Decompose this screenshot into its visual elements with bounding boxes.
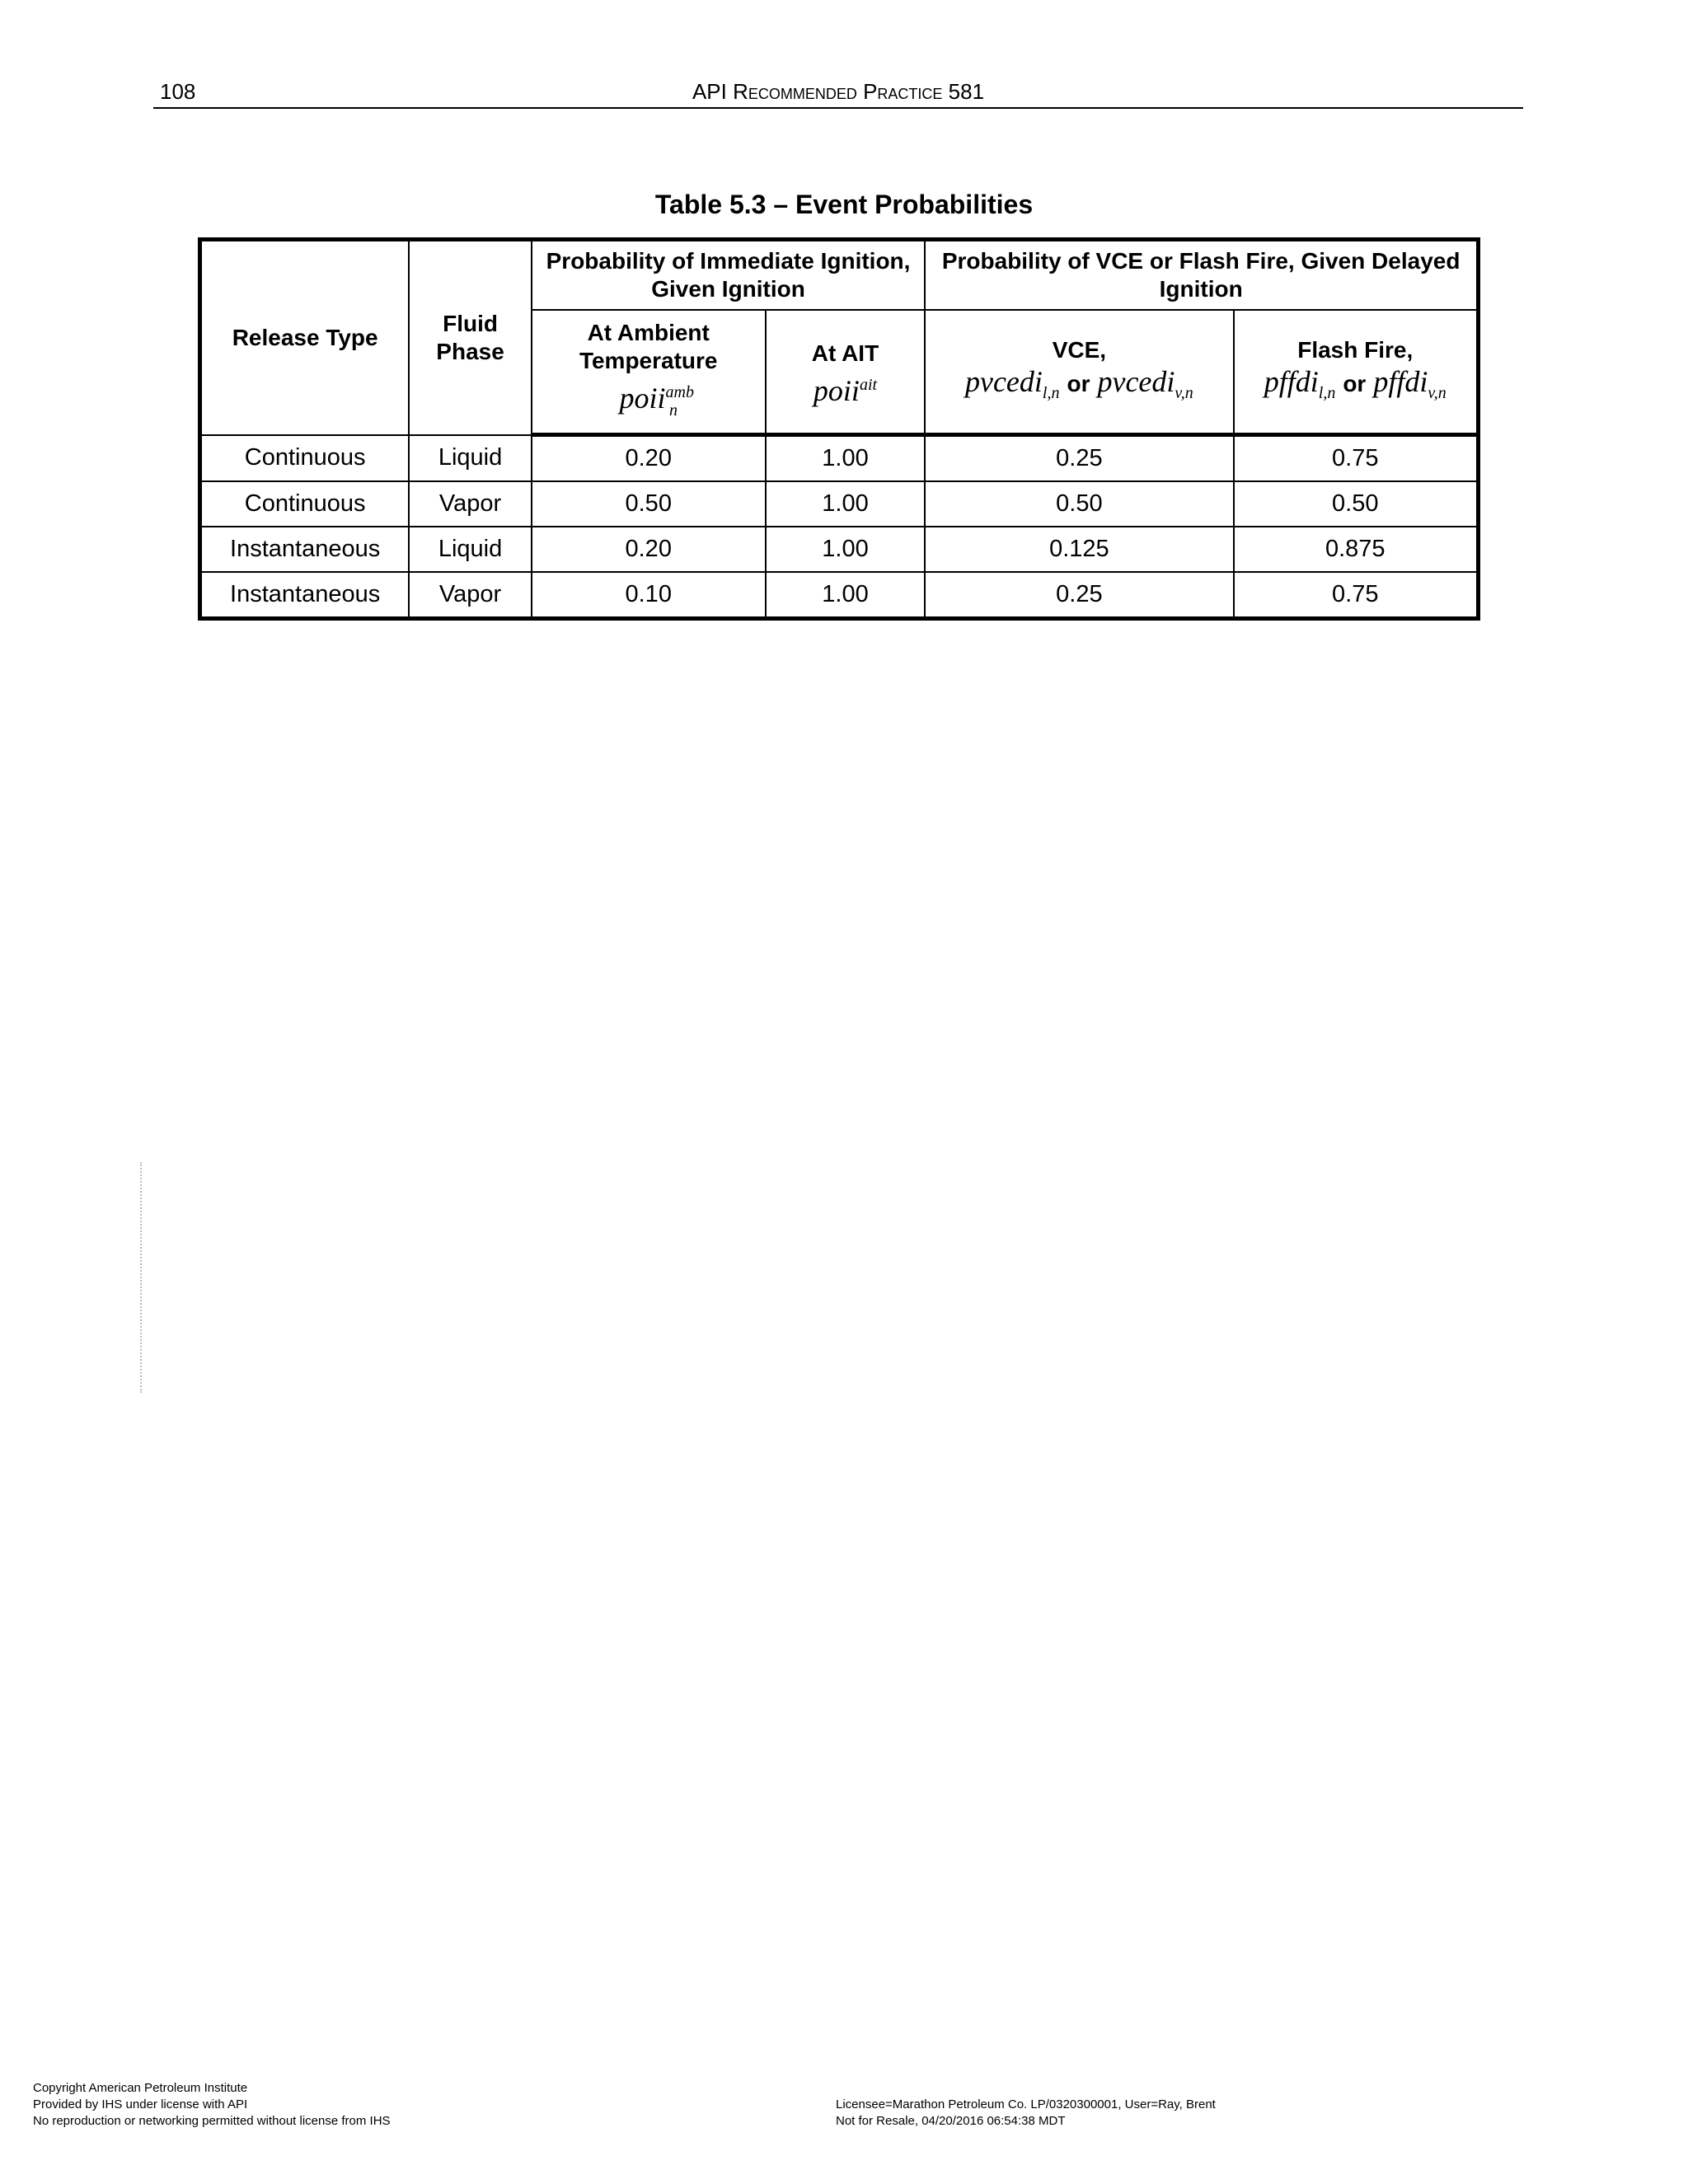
table-title: Table 5.3 – Event Probabilities [654, 190, 1034, 219]
table-row [200, 435, 1479, 482]
footer-line: Licensee=Marathon Petroleum Co. LP/0320300001, User=Ray, Brent [836, 2097, 1216, 2111]
running-title: API Recommended Practice 581 [692, 79, 985, 104]
header-ambient-label: At Ambient Temperature [579, 320, 718, 374]
cell-fluid-phase: Vapor [409, 572, 531, 619]
header-delayed-ignition: Probability of VCE or Flash Fire, Given Delayed Ignition [925, 240, 1478, 311]
header-ait [766, 310, 926, 435]
cell-ambient: 0.50 [532, 481, 766, 527]
header-ait-label: At AIT [811, 340, 879, 366]
cell-ambient: 0.10 [532, 572, 766, 619]
footer-line: Not for Resale, 04/20/2016 06:54:38 MDT [836, 2114, 1066, 2128]
ambient-symbol: poii$^{amb}_n$ [619, 382, 694, 419]
cell-vce: 0.125 [925, 527, 1233, 572]
cell-ambient: 0.20 [532, 435, 766, 482]
cell-ambient: 0.20 [532, 527, 766, 572]
header-vce [925, 310, 1233, 435]
table-row [200, 481, 1479, 527]
header-flash-label: Flash Fire, [1297, 336, 1414, 363]
footer-license [836, 2097, 1216, 2130]
cell-vce: 0.50 [925, 481, 1233, 527]
page-header [153, 79, 1523, 109]
footer-line: Copyright American Petroleum Institute [33, 2081, 248, 2095]
cell-flash: 0.75 [1234, 435, 1479, 482]
table-row [200, 572, 1479, 619]
header-immediate-ignition: Probability of Immediate Ignition, Given Ignition [532, 240, 926, 311]
cell-flash: 0.875 [1234, 527, 1479, 572]
cell-vce: 0.25 [925, 572, 1233, 619]
cell-fluid-phase: Liquid [409, 527, 531, 572]
footer-line: No reproduction or networking permitted without license from IHS [33, 2114, 391, 2128]
page-number: 108 [160, 79, 196, 104]
cell-release-type: Instantaneous [200, 572, 410, 619]
cell-fluid-phase: Vapor [409, 481, 531, 527]
cell-release-type: Continuous [200, 481, 410, 527]
cell-flash: 0.75 [1234, 572, 1479, 619]
flash-symbol: pffdi$_{l,n}$ or pffdi$_{v,n}$ [1264, 364, 1447, 403]
header-vce-label: VCE, [1052, 336, 1107, 363]
table-row [200, 527, 1479, 572]
cell-release-type: Continuous [200, 435, 410, 482]
footer-copyright [33, 2080, 391, 2130]
footer-line: Provided by IHS under license with API [33, 2097, 248, 2111]
header-flash-fire [1234, 310, 1479, 435]
cell-release-type: Instantaneous [200, 527, 410, 572]
margin-scan-mark [140, 1162, 143, 1393]
event-probabilities-table [198, 237, 1480, 621]
cell-ait: 1.00 [766, 481, 926, 527]
header-release-type: Release Type [200, 240, 410, 435]
vce-symbol: pvcedi$_{l,n}$ or pvcedi$_{v,n}$ [964, 364, 1193, 403]
header-row-groups [200, 240, 1479, 311]
header-fluid-phase: Fluid Phase [409, 240, 531, 435]
cell-fluid-phase: Liquid [409, 435, 531, 482]
cell-ait: 1.00 [766, 572, 926, 619]
cell-vce: 0.25 [925, 435, 1233, 482]
cell-ait: 1.00 [766, 435, 926, 482]
cell-ait: 1.00 [766, 527, 926, 572]
ait-symbol: poii$^{ait}$ [813, 373, 878, 407]
header-ambient [532, 310, 766, 435]
cell-flash: 0.50 [1234, 481, 1479, 527]
